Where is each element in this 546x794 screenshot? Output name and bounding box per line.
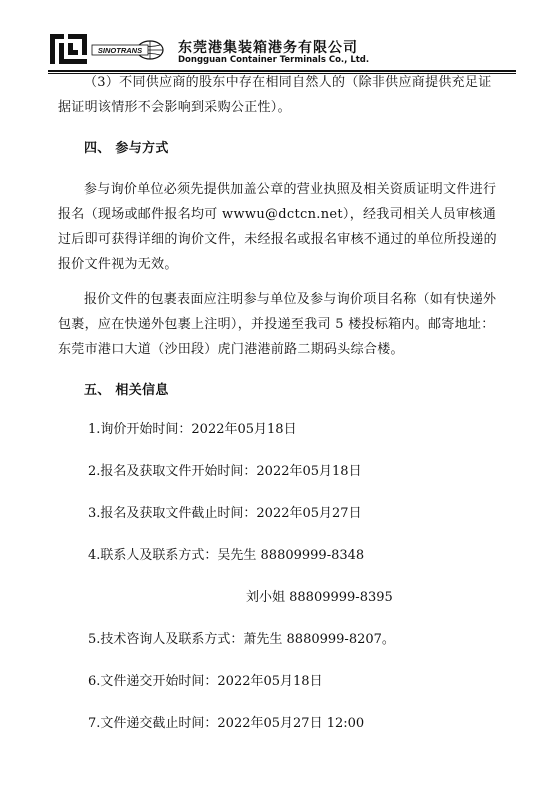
info-item-contact-2: 刘小姐 88809999-8395 [246,590,393,605]
company-logo-icon [48,34,88,64]
paragraph-clause-3: （3）不同供应商的股东中存在相同自然人的（除非供应商提供充足证据证明该情形不会影响到采购公正性）。 [58,75,492,115]
company-name-en: Dongguan Container Terminals Co., Ltd. [178,55,370,65]
info-item: 4.联系人及联系方式：吴先生 88809999-8348 [88,548,365,563]
section-5-heading: 五、 相关信息 [84,383,169,398]
logo-text: SINOTRANS [97,46,143,55]
info-list [58,417,498,753]
info-item: 3.报名及获取文件截止时间：2022年05月27日 [88,506,362,521]
info-item: 7.文件递交截止时间：2022年05月27日 12:00 [88,716,365,731]
info-item: 2.报名及获取文件开始时间：2022年05月18日 [88,464,362,479]
document-body [58,70,498,753]
sinotrans-badge [90,40,170,60]
info-item: 1.询价开始时间：2022年05月18日 [88,422,297,437]
section-4-heading: 四、 参与方式 [84,141,169,156]
paragraph-submission: 报价文件的包裹表面应注明参与单位及参与询价项目名称（如有快递外包裹，应在快递外包裹上注明），并投递至我司 5 楼投标箱内。邮寄地址：东莞市港口大道（沙田段）虎门港港前路二期码头综合楼。 [58,292,497,357]
info-item: 6.文件递交开始时间：2022年05月18日 [88,674,323,689]
paragraph-registration: 参与询价单位必须先提供加盖公章的营业执照及相关资质证明文件进行报名（现场或邮件报名均可 wwwu@dctcn.net），经我司相关人员审核通过后即可获得详细的询价文件，未经报名或报名审核不通过的单位所投递的报价文件视为无效。 [58,182,497,272]
info-item: 5.技术咨询人及联系方式：萧先生 8880999-8207。 [88,632,395,647]
letterhead [48,30,514,70]
company-name-cn: 东莞港集装箱港务有限公司 [178,40,358,56]
